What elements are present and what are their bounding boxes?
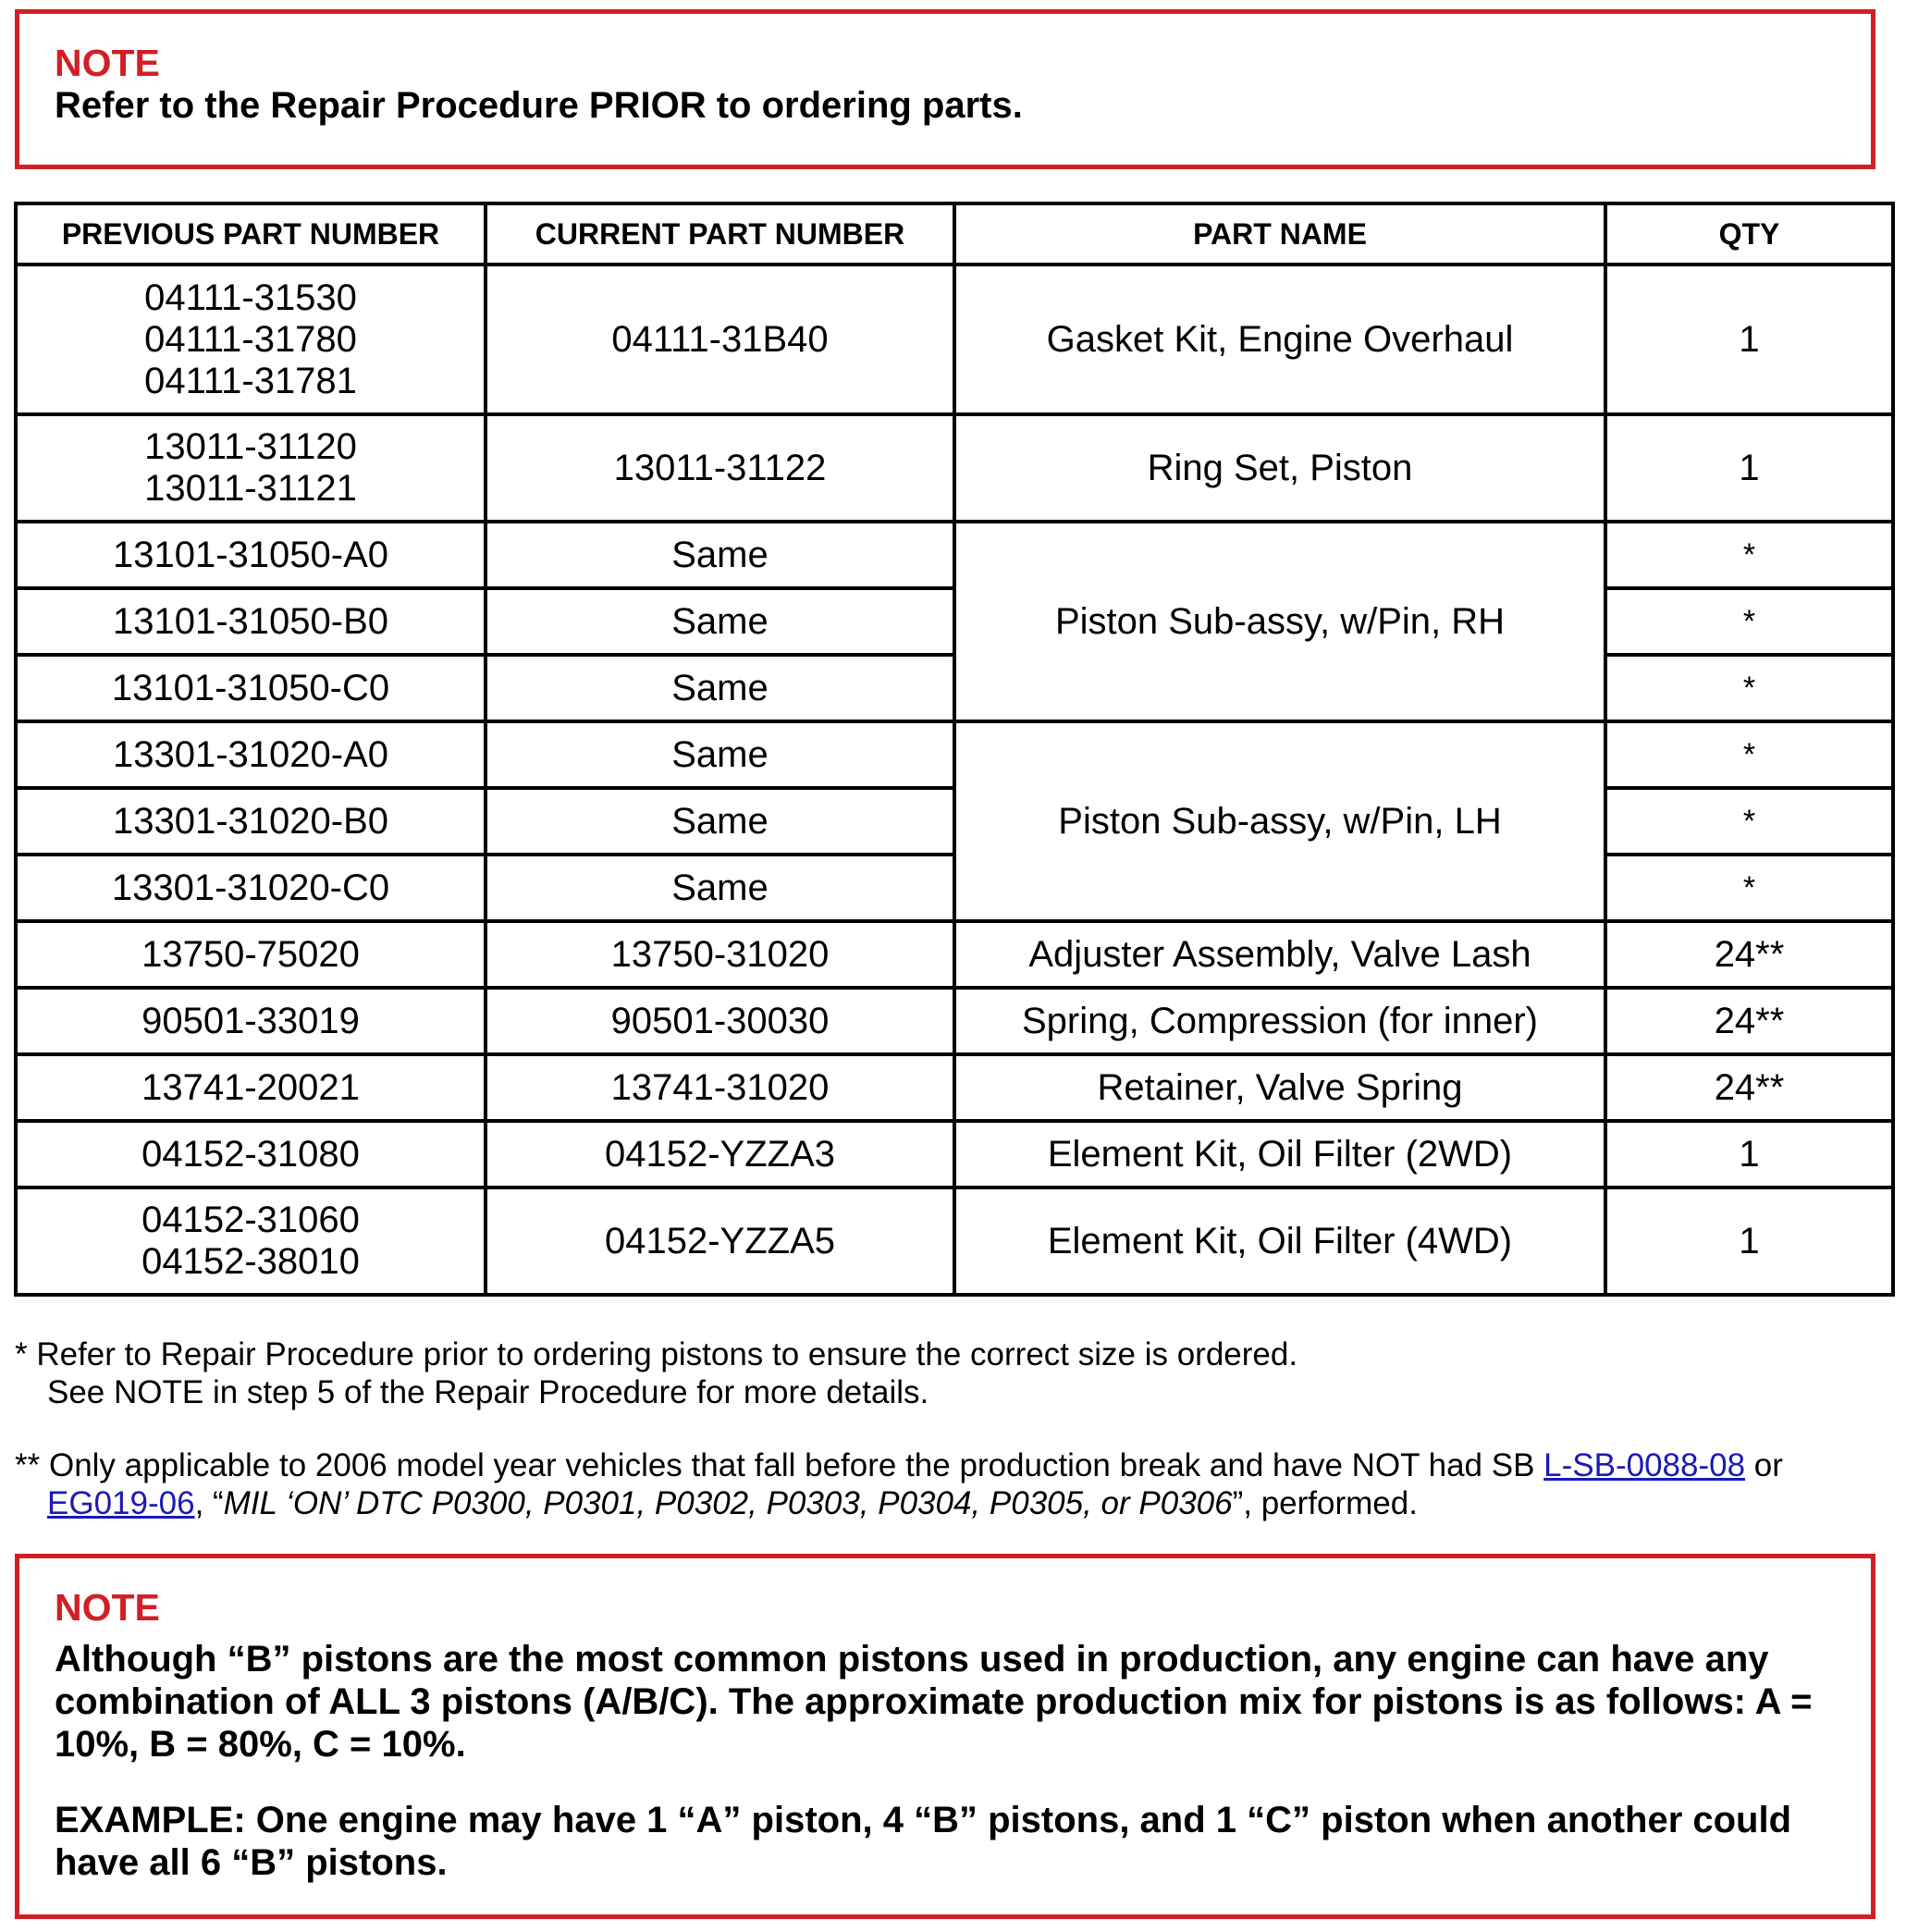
current-part-number: 13011-31122 <box>486 414 954 522</box>
footnote-single-star <box>15 1335 1892 1411</box>
table-row <box>16 265 1893 414</box>
footnote-single-star-line2: See NOTE in step 5 of the Repair Procedure for more details. <box>47 1374 929 1410</box>
qty: 24** <box>1605 988 1893 1054</box>
footnote-single-star-line1: * Refer to Repair Procedure prior to ordering pistons to ensure the correct size is ordered. <box>15 1336 1298 1372</box>
previous-part-number: 13750-75020 <box>16 921 486 988</box>
table-row <box>16 1188 1893 1295</box>
part-name: Adjuster Assembly, Valve Lash <box>954 921 1605 988</box>
previous-part-number: 13301-31020-C0 <box>16 855 486 921</box>
qty: 1 <box>1605 265 1893 414</box>
current-part-number: 90501-30030 <box>486 988 954 1054</box>
table-row <box>16 1054 1893 1121</box>
header-previous-part-number: PREVIOUS PART NUMBER <box>16 203 486 265</box>
current-part-number: Same <box>486 588 954 655</box>
previous-part-number: 04111-31530 <box>144 277 357 318</box>
header-current-part-number: CURRENT PART NUMBER <box>486 203 954 265</box>
current-part-number: Same <box>486 721 954 788</box>
qty: 1 <box>1605 1121 1893 1188</box>
header-qty: QTY <box>1605 203 1893 265</box>
qty: 24** <box>1605 1054 1893 1121</box>
bottom-note-paragraph-1: Although “B” pistons are the most common pistons used in production, any engine can have any combination of ALL 3 pistons (A/B/C). The approximate production mix for pistons is as follows: A = 10%, B = 80%, C = 10%. <box>55 1639 1813 1765</box>
current-part-number: 13750-31020 <box>486 921 954 988</box>
previous-part-number: 04152-31080 <box>16 1121 486 1188</box>
current-part-number: Same <box>486 788 954 855</box>
top-note-text: Refer to the Repair Procedure PRIOR to ordering parts. <box>55 85 1023 126</box>
part-name: Gasket Kit, Engine Overhaul <box>954 265 1605 414</box>
part-name: Element Kit, Oil Filter (2WD) <box>954 1121 1605 1188</box>
header-part-name: PART NAME <box>954 203 1605 265</box>
previous-part-number: 13301-31020-A0 <box>16 721 486 788</box>
previous-part-number: 13101-31050-A0 <box>16 522 486 588</box>
previous-part-number: 04152-31060 <box>141 1200 360 1240</box>
part-name: Retainer, Valve Spring <box>954 1054 1605 1121</box>
footnote-double-star-between: or <box>1745 1447 1783 1483</box>
bottom-note-title: NOTE <box>55 1586 160 1629</box>
current-part-number: Same <box>486 522 954 588</box>
parts-table <box>14 202 1895 1297</box>
footnotes <box>15 1335 1892 1522</box>
footnote-double-star-title: MIL ‘ON’ DTC P0300, P0301, P0302, P0303, P0304, P0305, or P0306 <box>223 1485 1233 1521</box>
qty: * <box>1605 855 1893 921</box>
part-name: Ring Set, Piston <box>954 414 1605 522</box>
table-row <box>16 721 1893 788</box>
current-part-number: 04152-YZZA3 <box>486 1121 954 1188</box>
current-part-number: 13741-31020 <box>486 1054 954 1121</box>
qty: 1 <box>1605 1188 1893 1295</box>
table-row <box>16 522 1893 588</box>
top-note-title: NOTE <box>55 42 160 84</box>
part-name: Spring, Compression (for inner) <box>954 988 1605 1054</box>
previous-part-number: 13101-31050-C0 <box>16 655 486 721</box>
footnote-double-star-line1 <box>15 1446 1892 1484</box>
previous-part-cell <box>16 414 486 522</box>
top-note-box <box>15 9 1875 169</box>
qty: 24** <box>1605 921 1893 988</box>
previous-part-number: 13011-31121 <box>144 468 357 509</box>
qty: * <box>1605 721 1893 788</box>
previous-part-number: 13741-20021 <box>16 1054 486 1121</box>
part-name: Piston Sub-assy, w/Pin, LH <box>954 721 1605 921</box>
part-name: Piston Sub-assy, w/Pin, RH <box>954 522 1605 721</box>
footnote-double-star-prefix: ** Only applicable to 2006 model year vehicles that fall before the production break and have NOT had SB <box>15 1447 1544 1483</box>
table-row <box>16 1121 1893 1188</box>
part-name: Element Kit, Oil Filter (4WD) <box>954 1188 1605 1295</box>
previous-part-number: 13101-31050-B0 <box>16 588 486 655</box>
footnote-double-star-line2 <box>15 1484 1892 1522</box>
qty: 1 <box>1605 414 1893 522</box>
current-part-number: Same <box>486 855 954 921</box>
previous-part-number: 04152-38010 <box>141 1241 360 1282</box>
table-row <box>16 414 1893 522</box>
bottom-note-box <box>15 1554 1875 1919</box>
previous-part-number: 90501-33019 <box>16 988 486 1054</box>
previous-part-number: 04111-31781 <box>144 360 357 401</box>
footnote-double-star <box>15 1446 1892 1522</box>
table-header-row <box>16 203 1893 265</box>
qty: * <box>1605 588 1893 655</box>
sb-link-eg019-06[interactable]: EG019-06 <box>47 1485 195 1521</box>
previous-part-number: 04111-31780 <box>144 318 357 360</box>
previous-part-cell <box>16 1188 486 1295</box>
qty: * <box>1605 655 1893 721</box>
current-part-number: Same <box>486 655 954 721</box>
bottom-note-paragraph-2: EXAMPLE: One engine may have 1 “A” piston, 4 “B” pistons, and 1 “C” piston when another could have all 6 “B” pistons. <box>55 1800 1792 1883</box>
current-part-number: 04152-YZZA5 <box>486 1188 954 1295</box>
table-row <box>16 921 1893 988</box>
current-part-number: 04111-31B40 <box>486 265 954 414</box>
sb-link-l-sb-0088-08[interactable]: L-SB-0088-08 <box>1543 1447 1746 1483</box>
previous-part-cell <box>16 265 486 414</box>
table-row <box>16 988 1893 1054</box>
qty: * <box>1605 788 1893 855</box>
previous-part-number: 13301-31020-B0 <box>16 788 486 855</box>
footnote-double-star-mid: , “ <box>194 1485 224 1521</box>
previous-part-number: 13011-31120 <box>144 426 357 467</box>
qty: * <box>1605 522 1893 588</box>
footnote-double-star-suffix: ”, performed. <box>1232 1485 1418 1521</box>
